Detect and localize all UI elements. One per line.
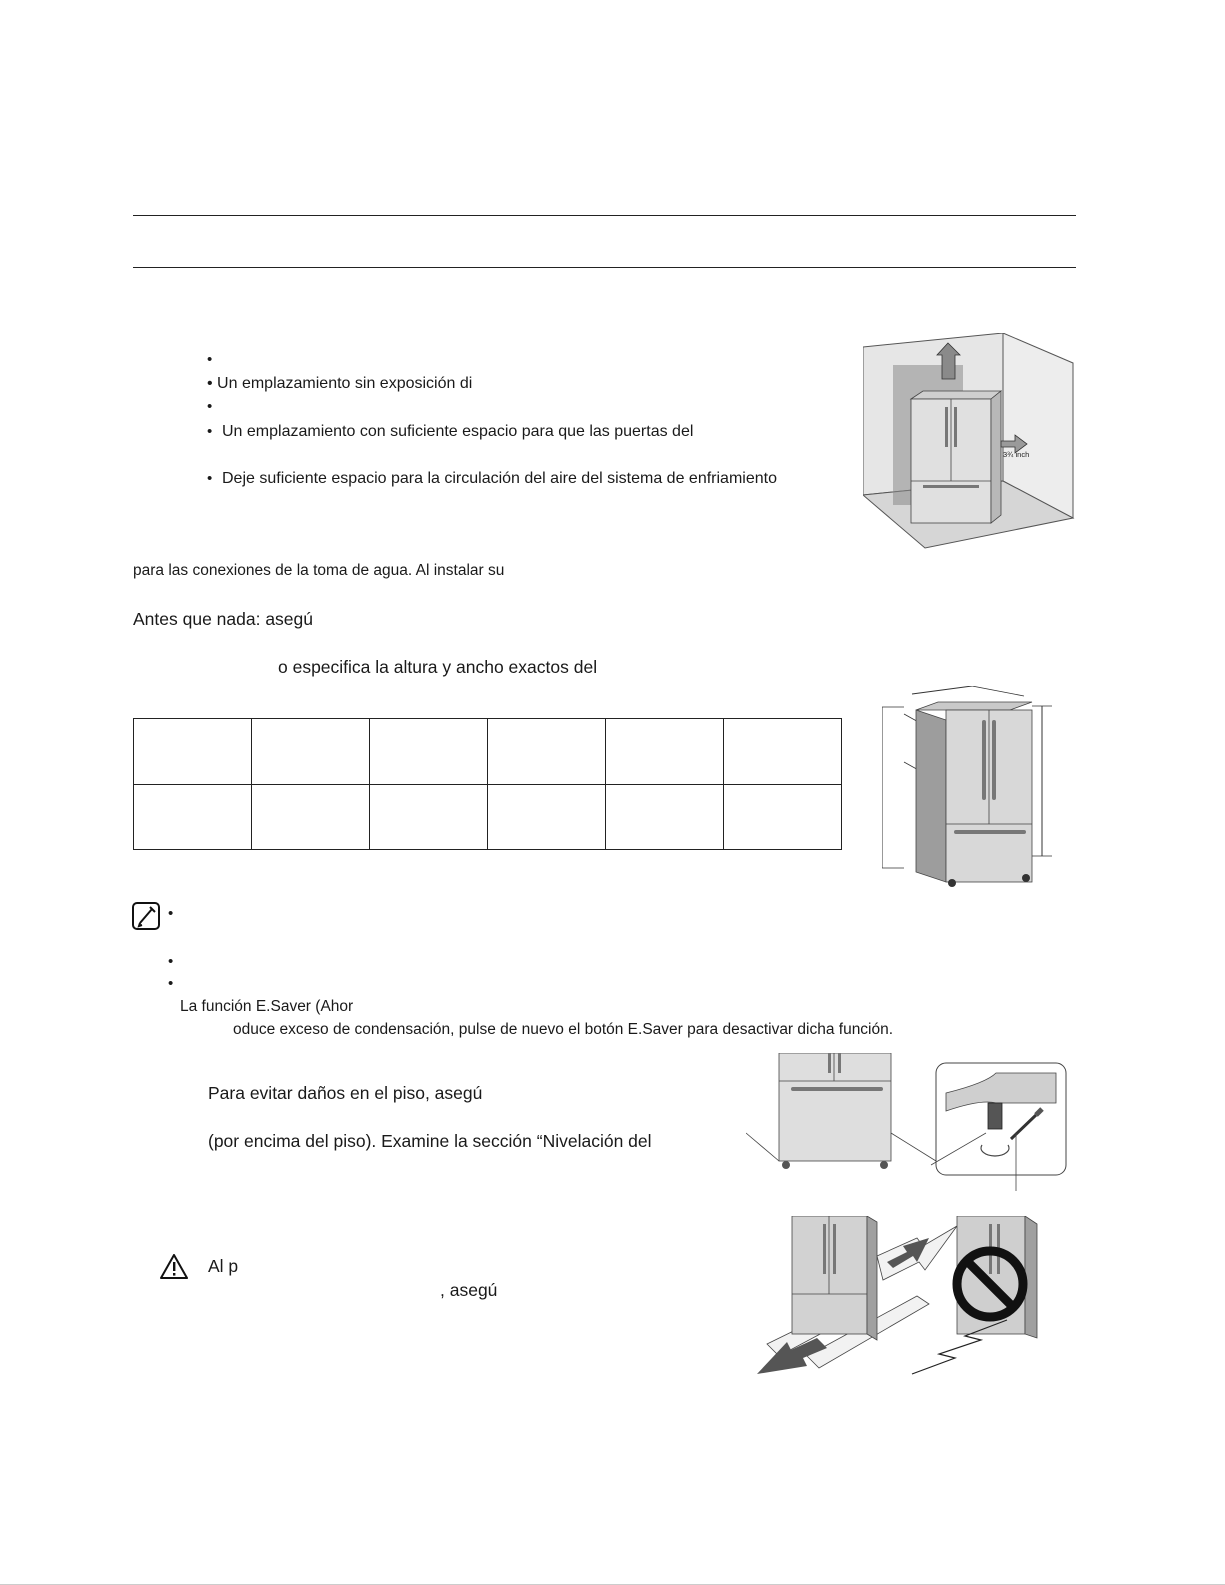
- leveling-figure: [746, 1053, 1071, 1193]
- table-cell: [252, 719, 370, 785]
- spec-text: o especifica la altura y ancho exactos del: [278, 657, 598, 677]
- fridge-side: [991, 391, 1001, 523]
- table-cell: [606, 784, 724, 850]
- note-bullet-3: •: [168, 975, 174, 992]
- fridge-top: [911, 391, 1001, 399]
- dimensions-figure: [882, 686, 1067, 896]
- dimensions-table: [133, 718, 842, 850]
- location-item-2: • Un emplazamiento sin exposición di: [207, 375, 473, 392]
- esaver-text-2: oduce exceso de condensación, pulse de nuevo el botón E.Saver para desactivar dicha función.: [233, 1021, 894, 1038]
- caution-text-1: Al p: [208, 1256, 239, 1276]
- fridge-side: [916, 710, 946, 882]
- header-rule-bottom: [133, 267, 1076, 268]
- table-cell: [370, 784, 488, 850]
- caution-text-2: , asegú: [440, 1280, 498, 1300]
- before-text: Antes que nada: asegú: [133, 609, 314, 629]
- esaver-text-1: La función E.Saver (Ahor: [180, 998, 354, 1015]
- location-bullet-1: •: [207, 351, 213, 368]
- water-connection-text: para las conexiones de la toma de agua. Al instalar su: [133, 562, 505, 579]
- table-cell: [606, 719, 724, 785]
- table-cell: [724, 719, 842, 785]
- header-rule-top: [133, 215, 1076, 216]
- room-clearance-figure: [863, 333, 1085, 551]
- location-bullet-5: •: [207, 470, 213, 487]
- moving-fridge: [792, 1216, 867, 1334]
- location-item-4: Un emplazamiento con suficiente espacio para que las puertas del: [222, 423, 694, 440]
- note-icon: [131, 901, 161, 931]
- moving-figure: [757, 1216, 1069, 1391]
- location-item-5: Deje suficiente espacio para la circulación del aire del sistema de enfriamiento: [222, 470, 777, 487]
- note-bullet-1: •: [168, 905, 174, 922]
- leveling-foot: [988, 1103, 1002, 1129]
- table-row: [134, 719, 842, 785]
- location-bullet-4: •: [207, 423, 213, 440]
- fridge-lower: [779, 1053, 891, 1161]
- note-bullet-2: •: [168, 953, 174, 970]
- warning-icon: [160, 1254, 188, 1279]
- table-cell: [370, 719, 488, 785]
- table-row: [134, 784, 842, 850]
- table-cell: [134, 719, 252, 785]
- table-cell: [252, 784, 370, 850]
- floor-text-1: Para evitar daños en el piso, asegú: [208, 1083, 483, 1103]
- table-cell: [724, 784, 842, 850]
- table-cell: [488, 784, 606, 850]
- floor-text-2: (por encima del piso). Examine la sección “Nivelación del: [208, 1131, 652, 1151]
- clearance-label: 3¾ inch: [1003, 450, 1030, 459]
- location-bullet-3: •: [207, 398, 213, 415]
- table-cell: [488, 719, 606, 785]
- table-cell: [134, 784, 252, 850]
- fridge-top: [916, 702, 1032, 710]
